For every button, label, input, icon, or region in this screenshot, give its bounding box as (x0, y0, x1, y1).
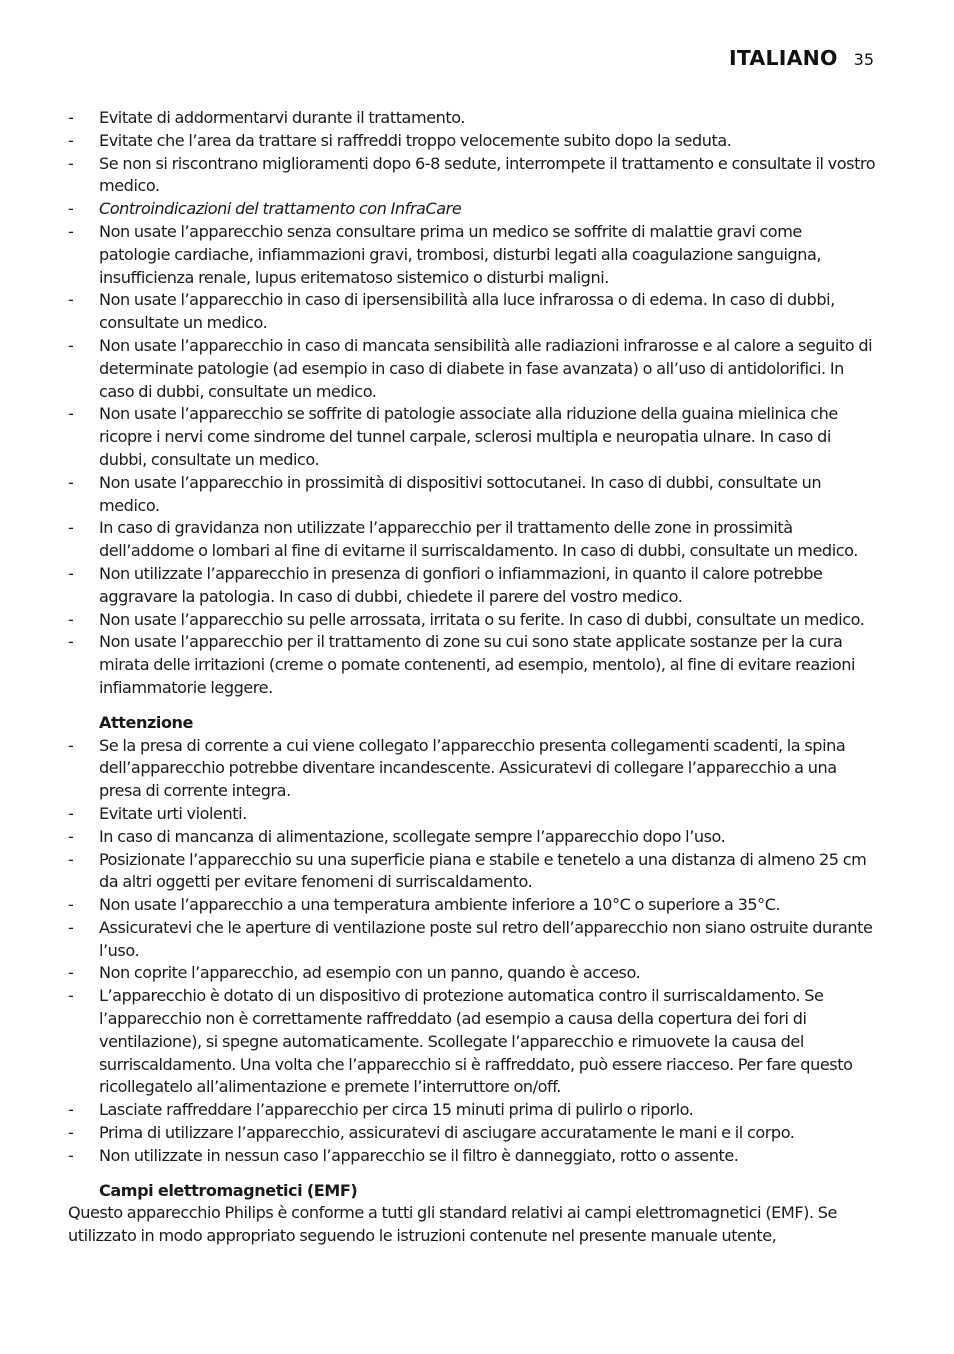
list-item (68, 962, 876, 985)
list-item-text: Non coprite l’apparecchio, ad esempio con un panno, quando è acceso. (99, 963, 641, 983)
bullet-dash: - (68, 1145, 74, 1165)
list-item (68, 198, 876, 221)
list-item-text: Non usate l’apparecchio su pelle arrossata, irritata o su ferite. In caso di dubbi, consultate un medico. (99, 609, 865, 629)
bullet-dash: - (68, 895, 74, 915)
list-item-text: Non usate l’apparecchio per il trattamento di zone su cui sono state applicate sostanze per la cura mirata delle irritazioni (creme o pomate contenenti, ad esempio, mentolo), al fine di evitare reazioni infiammatorie leggere. (99, 632, 856, 697)
list-item-text: In caso di gravidanza non utilizzate l’apparecchio per il trattamento delle zone in prossimità dell’addome o lombari al fine di evitarne il surriscaldamento. In caso di dubbi, consultate un medico. (99, 518, 858, 561)
bullet-dash: - (68, 803, 74, 823)
list-item (68, 472, 876, 518)
list-item-text: In caso di mancanza di alimentazione, scollegate sempre l’apparecchio dopo l’uso. (99, 826, 726, 846)
list-item (68, 517, 876, 563)
bullet-dash: - (68, 518, 74, 538)
list-item (68, 985, 876, 1099)
list-item (68, 917, 876, 963)
bullet-dash: - (68, 632, 74, 652)
list-item-text: Evitate che l’area da trattare si raffreddi troppo velocemente subito dopo la seduta. (99, 130, 732, 150)
list-item (68, 609, 876, 632)
bullet-dash: - (68, 221, 74, 241)
list-item-text: Non usate l’apparecchio se soffrite di patologie associate alla riduzione della guaina mielinica che ricopre i nervi come sindrome del tunnel carpale, sclerosi multipla e neuropatia ulnare. In caso di dubbi, consultate un medico. (99, 404, 838, 469)
list-item (68, 335, 876, 403)
list-item-text: Non usate l’apparecchio in prossimità di dispositivi sottocutanei. In caso di dubbi, consultate un medico. (99, 472, 822, 515)
list-item-text: Assicuratevi che le aperture di ventilazione poste sul retro dell’apparecchio non siano ostruite durante l’uso. (99, 917, 873, 960)
language-label: ITALIANO (729, 46, 838, 70)
list-item-text: L’apparecchio è dotato di un dispositivo di protezione automatica contro il surriscaldamento. Se l’apparecchio non è correttamente raffreddato (ad esempio a causa della copertura dei fori di ventilazione), si spegne automaticamente. Scollegate l’apparecchio e rimuovete la causa del surriscaldamento. Una volta che l’apparecchio si è raffreddato, può essere riacceso. Per fare questo ricollegatelo all’alimentazione e premete l’interruttore on/off. (99, 986, 853, 1097)
list-item (68, 403, 876, 471)
list-item (68, 631, 876, 699)
list-item-text: Evitate di addormentarvi durante il trattamento. (99, 108, 466, 127)
list-item-text: Se la presa di corrente a cui viene collegato l’apparecchio presenta collegamenti scadenti, la spina dell’apparecchio potrebbe diventare incandescente. Assicuratevi di collegare l’apparecchio a una presa di corrente integra. (99, 735, 846, 801)
bullet-dash: - (68, 404, 74, 424)
list-item-text: Se non si riscontrano miglioramenti dopo 6-8 sedute, interrompete il trattamento e consultate il vostro medico. (99, 153, 876, 196)
bullet-dash: - (68, 849, 74, 869)
bullet-dash: - (68, 130, 74, 150)
emf-heading: Campi elettromagnetici (EMF) (99, 1180, 358, 1200)
list-item (68, 1099, 876, 1122)
page-content (68, 107, 876, 1248)
list-item-text: Evitate urti violenti. (99, 803, 247, 823)
list-item-text: Lasciate raffreddare l’apparecchio per circa 15 minuti prima di pulirlo o riporlo. (99, 1100, 694, 1120)
bullet-dash: - (68, 108, 74, 127)
safety-list (68, 107, 876, 700)
list-item (68, 107, 876, 130)
list-item-text: Non usate l’apparecchio senza consultare prima un medico se soffrite di malattie gravi come patologie cardiache, infiammazioni gravi, trombosi, disturbi legati alla coagulazione sanguigna, insufficienza renale, lupus eritematoso sistemico o disturbi maligni. (99, 221, 822, 287)
list-item (68, 803, 876, 826)
list-item (68, 221, 876, 289)
list-item (68, 849, 876, 895)
bullet-dash: - (68, 199, 74, 219)
attention-list (68, 735, 876, 1168)
list-item-text: Non usate l’apparecchio a una temperatura ambiente inferiore a 10°C o superiore a 35°C. (99, 895, 781, 915)
list-item (68, 1145, 876, 1168)
bullet-dash: - (68, 290, 74, 310)
bullet-dash: - (68, 1123, 74, 1143)
bullet-dash: - (68, 1100, 74, 1120)
list-item (68, 130, 876, 153)
bullet-dash: - (68, 826, 74, 846)
list-item (68, 1122, 876, 1145)
emf-paragraph: Questo apparecchio Philips è conforme a tutti gli standard relativi ai campi elettromagnetici (EMF). Se utilizzato in modo appropriato seguendo le istruzioni contenute nel presente manuale utente, (68, 1203, 838, 1246)
contraindications-subheading: Controindicazioni del trattamento con InfraCare (99, 199, 462, 219)
list-item-text: Non usate l’apparecchio in caso di mancata sensibilità alle radiazioni infrarosse e al calore a seguito di determinate patologie (ad esempio in caso di diabete in fase avanzata) o all’uso di antidolorifici. In caso di dubbi, consultate un medico. (99, 335, 873, 401)
bullet-dash: - (68, 735, 74, 755)
list-item (68, 826, 876, 849)
bullet-dash: - (68, 963, 74, 983)
list-item-text: Prima di utilizzare l’apparecchio, assicuratevi di asciugare accuratamente le mani e il corpo. (99, 1123, 795, 1143)
list-item-text: Non utilizzate in nessun caso l’apparecchio se il filtro è danneggiato, rotto o assente. (99, 1145, 739, 1165)
page-header (729, 46, 874, 70)
bullet-dash: - (68, 986, 74, 1006)
bullet-dash: - (68, 472, 74, 492)
bullet-dash: - (68, 917, 74, 937)
list-item (68, 563, 876, 609)
list-item-text: Posizionate l’apparecchio su una superficie piana e stabile e tenetelo a una distanza di almeno 25 cm da altri oggetti per evitare fenomeni di surriscaldamento. (99, 849, 867, 892)
list-item (68, 289, 876, 335)
page-number: 35 (853, 50, 874, 69)
bullet-dash: - (68, 153, 74, 173)
list-item (68, 894, 876, 917)
list-item-text: Non usate l’apparecchio in caso di ipersensibilità alla luce infrarossa o di edema. In caso di dubbi, consultate un medico. (99, 290, 835, 333)
bullet-dash: - (68, 609, 74, 629)
attention-heading: Attenzione (99, 712, 194, 732)
bullet-dash: - (68, 563, 74, 583)
list-item-text: Non utilizzate l’apparecchio in presenza di gonfiori o infiammazioni, in quanto il calore potrebbe aggravare la patologia. In caso di dubbi, chiedete il parere del vostro medico. (99, 563, 823, 606)
list-item (68, 153, 876, 199)
list-item (68, 735, 876, 803)
bullet-dash: - (68, 335, 74, 355)
